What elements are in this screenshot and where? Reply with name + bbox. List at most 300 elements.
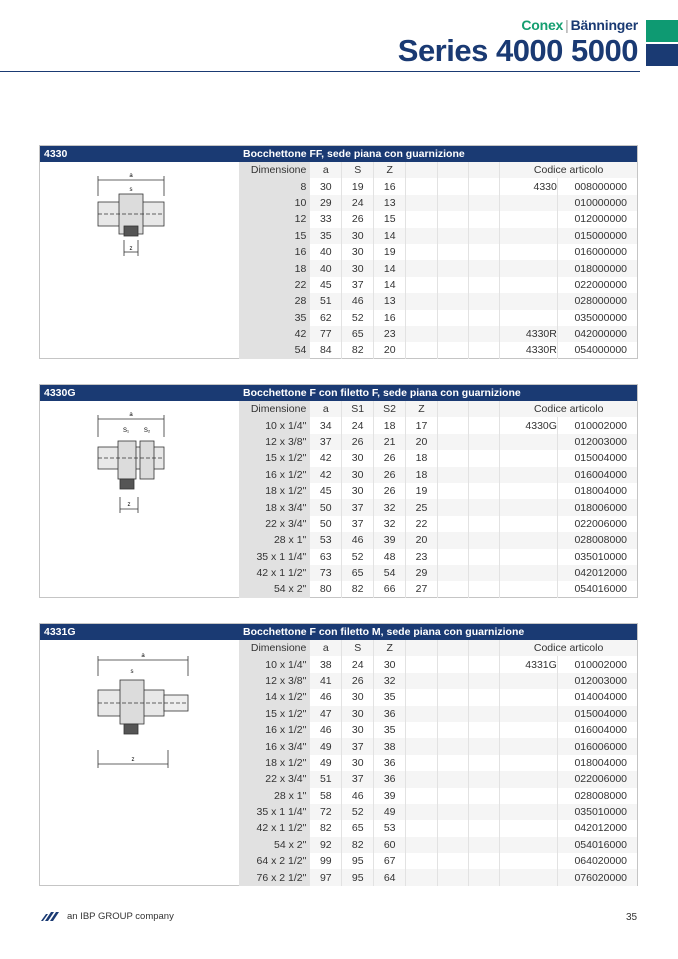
cell-code-prefix: [500, 788, 558, 804]
cell-value: 95: [342, 869, 374, 885]
cell-value: 42: [310, 467, 342, 483]
cell-value: 37: [342, 516, 374, 532]
cell-code: 028008000: [557, 788, 637, 804]
cell-dimension: 18 x 1/2": [239, 483, 310, 499]
col-header-a: a: [310, 162, 342, 178]
cell-value: 60: [374, 837, 406, 853]
cell-value: 46: [342, 293, 374, 309]
cell-value: 24: [342, 656, 374, 672]
diagram-label-s2: S₂: [143, 428, 151, 434]
cell-value: 53: [310, 532, 342, 548]
cell-value: 82: [310, 820, 342, 836]
cell-value: 49: [310, 755, 342, 771]
cell-code: 016006000: [557, 738, 637, 754]
cell-dimension: 42 x 1 1/2": [239, 820, 310, 836]
cell-value: 37: [310, 434, 342, 450]
cell-value: 41: [310, 673, 342, 689]
table-row: [239, 837, 637, 853]
cell-value: 67: [374, 853, 406, 869]
cell-value: 32: [374, 499, 406, 515]
cell-value: 30: [342, 689, 374, 705]
brand-banninger: Bänninger: [570, 17, 638, 33]
series-title: Series 4000 5000: [397, 33, 638, 68]
table-header-row: [239, 640, 637, 656]
cell-value: 48: [374, 549, 406, 565]
cell-code-prefix: 4330R: [500, 326, 558, 342]
section-title: Bocchettone F con filetto F, sede piana con guarnizione: [243, 387, 521, 399]
cell-dimension: 35: [239, 310, 310, 326]
cell-code-prefix: [500, 673, 558, 689]
table-row: [239, 771, 637, 787]
cell-value: 26: [374, 450, 406, 466]
section-header: [40, 146, 637, 162]
cell-value: 30: [342, 228, 374, 244]
cell-value: 23: [406, 549, 438, 565]
cell-value: 18: [374, 417, 406, 433]
cell-value: 50: [310, 516, 342, 532]
cell-value: 30: [342, 483, 374, 499]
cell-dimension: 42: [239, 326, 310, 342]
cell-code: 035010000: [557, 804, 637, 820]
col-header-z: Z: [374, 640, 406, 656]
cell-dimension: 15 x 1/2": [239, 706, 310, 722]
section-code: 4330: [44, 148, 68, 160]
cell-code-prefix: [500, 450, 558, 466]
footer-company: an IBP GROUP company: [67, 911, 174, 922]
cell-code-prefix: [500, 195, 558, 211]
section-header: [40, 385, 637, 401]
cell-value: 34: [310, 417, 342, 433]
table-row: [239, 549, 637, 565]
table-header-row: [239, 401, 637, 417]
table-row: [239, 738, 637, 754]
cell-value: 30: [342, 450, 374, 466]
col-header-s: S: [342, 162, 374, 178]
cell-value: 84: [310, 342, 342, 358]
cell-code: 022000000: [557, 277, 637, 293]
cell-value: 16: [374, 178, 406, 194]
section-title: Bocchettone FF, sede piana con guarnizione: [243, 148, 465, 160]
cell-value: 36: [374, 771, 406, 787]
table-row: [239, 565, 637, 581]
brand-square-green: [646, 20, 678, 42]
cell-code: 010000000: [557, 195, 637, 211]
cell-value: 63: [310, 549, 342, 565]
cell-value: 49: [374, 804, 406, 820]
cell-value: 99: [310, 853, 342, 869]
cell-value: 46: [310, 722, 342, 738]
cell-code: 012000000: [557, 211, 637, 227]
col-header-z: Z: [406, 401, 438, 417]
product-section-4331g: [39, 623, 638, 886]
cell-code-prefix: [500, 310, 558, 326]
fitting-diagram-4331g: [40, 640, 239, 886]
cell-dimension: 18 x 1/2": [239, 755, 310, 771]
table-row: [239, 755, 637, 771]
cell-value: 30: [342, 244, 374, 260]
cell-value: 73: [310, 565, 342, 581]
cell-value: 45: [310, 277, 342, 293]
cell-value: 51: [310, 771, 342, 787]
ibp-logo-icon: [41, 912, 61, 921]
fitting-diagram-4330g: [40, 401, 239, 598]
table-row: [239, 228, 637, 244]
col-header-codice: Codice articolo: [500, 401, 637, 417]
cell-value: 36: [374, 706, 406, 722]
col-header-dimension: Dimensione: [239, 401, 310, 417]
cell-dimension: 12 x 3/8": [239, 673, 310, 689]
table-row: [239, 326, 637, 342]
cell-code-prefix: [500, 722, 558, 738]
cell-dimension: 42 x 1 1/2": [239, 565, 310, 581]
cell-code: 018004000: [557, 755, 637, 771]
cell-value: 26: [342, 673, 374, 689]
table-row: [239, 706, 637, 722]
cell-value: 42: [310, 450, 342, 466]
cell-value: 24: [342, 417, 374, 433]
cell-code: 028000000: [557, 293, 637, 309]
cell-code-prefix: [500, 689, 558, 705]
table-row: [239, 689, 637, 705]
cell-code: 014004000: [557, 689, 637, 705]
cell-code: 035000000: [557, 310, 637, 326]
cell-code: 018000000: [557, 260, 637, 276]
table-row: [239, 450, 637, 466]
cell-code-prefix: [500, 738, 558, 754]
cell-value: 35: [374, 722, 406, 738]
cell-value: 26: [342, 211, 374, 227]
cell-value: 39: [374, 532, 406, 548]
cell-code: 010002000: [557, 417, 637, 433]
product-section-4330: [39, 145, 638, 359]
cell-code: 054016000: [557, 837, 637, 853]
cell-value: 66: [374, 581, 406, 597]
cell-value: 40: [310, 260, 342, 276]
cell-dimension: 64 x 2 1/2": [239, 853, 310, 869]
cell-dimension: 28: [239, 293, 310, 309]
cell-value: 33: [310, 211, 342, 227]
cell-value: 32: [374, 673, 406, 689]
cell-value: 21: [374, 434, 406, 450]
cell-dimension: 76 x 2 1/2": [239, 869, 310, 885]
cell-code: 022006000: [557, 516, 637, 532]
cell-dimension: 22: [239, 277, 310, 293]
cell-dimension: 15 x 1/2": [239, 450, 310, 466]
cell-code-prefix: [500, 260, 558, 276]
cell-dimension: 16 x 1/2": [239, 467, 310, 483]
cell-value: 47: [310, 706, 342, 722]
cell-code: 054000000: [557, 342, 637, 358]
cell-value: 30: [342, 755, 374, 771]
cell-dimension: 35 x 1 1/4": [239, 804, 310, 820]
table-row: [239, 434, 637, 450]
cell-value: 40: [310, 244, 342, 260]
diagram-label-s: s: [129, 187, 133, 193]
cell-value: 38: [374, 738, 406, 754]
table-row: [239, 310, 637, 326]
cell-code-prefix: [500, 804, 558, 820]
section-title: Bocchettone F con filetto M, sede piana con guarnizione: [243, 626, 525, 638]
cell-value: 35: [374, 689, 406, 705]
cell-value: 38: [310, 656, 342, 672]
cell-value: 52: [342, 804, 374, 820]
cell-value: 26: [374, 467, 406, 483]
table-row: [239, 820, 637, 836]
table-header-row: [239, 162, 637, 178]
cell-code-prefix: [500, 706, 558, 722]
cell-value: 52: [342, 549, 374, 565]
fitting-diagram-4330: [40, 162, 239, 359]
cell-code: 016004000: [557, 467, 637, 483]
table-row: [239, 467, 637, 483]
cell-value: 51: [310, 293, 342, 309]
cell-value: 19: [342, 178, 374, 194]
product-section-4330g: [39, 384, 638, 598]
cell-code: 018004000: [557, 483, 637, 499]
cell-dimension: 8: [239, 178, 310, 194]
cell-value: 58: [310, 788, 342, 804]
table-row: [239, 260, 637, 276]
cell-value: 35: [310, 228, 342, 244]
table-row: [239, 195, 637, 211]
cell-code: 008000000: [557, 178, 637, 194]
cell-value: 95: [342, 853, 374, 869]
cell-code: 016004000: [557, 722, 637, 738]
cell-value: 49: [310, 738, 342, 754]
cell-code-prefix: [500, 820, 558, 836]
cell-code-prefix: [500, 837, 558, 853]
cell-value: 72: [310, 804, 342, 820]
cell-dimension: 15: [239, 228, 310, 244]
cell-value: 37: [342, 277, 374, 293]
cell-value: 16: [374, 310, 406, 326]
cell-code: 015000000: [557, 228, 637, 244]
table-row: [239, 516, 637, 532]
cell-value: 54: [374, 565, 406, 581]
cell-code-prefix: [500, 483, 558, 499]
cell-code-prefix: [500, 549, 558, 565]
cell-value: 30: [342, 260, 374, 276]
cell-value: 18: [406, 467, 438, 483]
diagram-label-a: a: [129, 412, 133, 418]
cell-code-prefix: [500, 581, 558, 597]
cell-code-prefix: [500, 853, 558, 869]
cell-value: 65: [342, 326, 374, 342]
brand-logo: [521, 17, 638, 33]
cell-value: 53: [374, 820, 406, 836]
cell-value: 30: [342, 706, 374, 722]
cell-value: 30: [342, 467, 374, 483]
cell-dimension: 54 x 2": [239, 581, 310, 597]
cell-code-prefix: [500, 467, 558, 483]
col-header-a: a: [310, 640, 342, 656]
table-row: [239, 244, 637, 260]
cell-dimension: 54 x 2": [239, 837, 310, 853]
cell-value: 82: [342, 342, 374, 358]
cell-dimension: 18: [239, 260, 310, 276]
table-row: [239, 532, 637, 548]
table-row: [239, 293, 637, 309]
cell-value: 20: [374, 342, 406, 358]
cell-value: 82: [342, 837, 374, 853]
diagram-label-s: s: [130, 669, 134, 675]
cell-code-prefix: [500, 755, 558, 771]
col-header-z: Z: [374, 162, 406, 178]
cell-value: 13: [374, 195, 406, 211]
cell-value: 92: [310, 837, 342, 853]
cell-dimension: 35 x 1 1/4": [239, 549, 310, 565]
cell-code: 010002000: [557, 656, 637, 672]
cell-value: 22: [406, 516, 438, 532]
table-row: [239, 581, 637, 597]
diagram-label-z: z: [127, 502, 131, 508]
cell-code: 076020000: [557, 869, 637, 885]
cell-code-prefix: [500, 244, 558, 260]
page-footer: [41, 911, 174, 922]
cell-value: 13: [374, 293, 406, 309]
cell-value: 17: [406, 417, 438, 433]
cell-value: 14: [374, 228, 406, 244]
col-header-dimension: Dimensione: [239, 640, 310, 656]
cell-code: 018006000: [557, 499, 637, 515]
col-header-a: a: [310, 401, 342, 417]
cell-dimension: 14 x 1/2": [239, 689, 310, 705]
col-header-codice: Codice articolo: [500, 162, 637, 178]
cell-value: 37: [342, 499, 374, 515]
section-header: [40, 624, 637, 640]
cell-code: 012003000: [557, 434, 637, 450]
cell-code-prefix: 4330R: [500, 342, 558, 358]
cell-value: 14: [374, 260, 406, 276]
product-table: [239, 640, 637, 886]
cell-value: 19: [406, 483, 438, 499]
cell-value: 15: [374, 211, 406, 227]
cell-dimension: 16 x 1/2": [239, 722, 310, 738]
cell-dimension: 22 x 3/4": [239, 516, 310, 532]
cell-value: 18: [406, 450, 438, 466]
cell-value: 30: [310, 178, 342, 194]
table-row: [239, 417, 637, 433]
cell-value: 52: [342, 310, 374, 326]
cell-value: 65: [342, 565, 374, 581]
cell-value: 80: [310, 581, 342, 597]
diagram-label-a: a: [141, 653, 145, 659]
cell-value: 23: [374, 326, 406, 342]
cell-value: 37: [342, 738, 374, 754]
cell-value: 20: [406, 434, 438, 450]
cell-code-prefix: [500, 293, 558, 309]
cell-code: 015004000: [557, 450, 637, 466]
cell-code-prefix: [500, 516, 558, 532]
cell-code-prefix: 4330: [500, 178, 558, 194]
cell-value: 46: [310, 689, 342, 705]
cell-dimension: 16 x 3/4": [239, 738, 310, 754]
cell-code-prefix: [500, 228, 558, 244]
diagram-label-s1: S₁: [122, 428, 130, 434]
cell-value: 36: [374, 755, 406, 771]
cell-code: 016000000: [557, 244, 637, 260]
cell-dimension: 10 x 1/4": [239, 656, 310, 672]
cell-value: 27: [406, 581, 438, 597]
cell-value: 82: [342, 581, 374, 597]
diagram-label-a: a: [129, 173, 133, 179]
cell-value: 29: [406, 565, 438, 581]
cell-code: 028008000: [557, 532, 637, 548]
cell-dimension: 10 x 1/4": [239, 417, 310, 433]
table-row: [239, 656, 637, 672]
cell-code: 012003000: [557, 673, 637, 689]
cell-value: 45: [310, 483, 342, 499]
cell-value: 26: [342, 434, 374, 450]
cell-code-prefix: [500, 434, 558, 450]
table-row: [239, 722, 637, 738]
brand-separator: |: [565, 17, 569, 33]
cell-value: 29: [310, 195, 342, 211]
cell-dimension: 28 x 1": [239, 532, 310, 548]
cell-code: 015004000: [557, 706, 637, 722]
diagram-label-z: z: [131, 757, 135, 763]
cell-code-prefix: [500, 869, 558, 885]
section-code: 4331G: [44, 626, 76, 638]
col-header-s1: S1: [342, 401, 374, 417]
cell-code-prefix: [500, 771, 558, 787]
col-header-s: S: [342, 640, 374, 656]
section-code: 4330G: [44, 387, 76, 399]
col-header-s2: S2: [374, 401, 406, 417]
cell-dimension: 28 x 1": [239, 788, 310, 804]
cell-value: 46: [342, 532, 374, 548]
cell-dimension: 12 x 3/8": [239, 434, 310, 450]
cell-code: 042012000: [557, 565, 637, 581]
table-row: [239, 804, 637, 820]
cell-value: 30: [342, 722, 374, 738]
cell-dimension: 54: [239, 342, 310, 358]
header-rule: [0, 71, 640, 72]
table-row: [239, 483, 637, 499]
col-header-dimension: Dimensione: [239, 162, 310, 178]
page-number: 35: [626, 912, 638, 923]
table-row: [239, 342, 637, 358]
cell-value: 37: [342, 771, 374, 787]
cell-code: 054016000: [557, 581, 637, 597]
cell-dimension: 18 x 3/4": [239, 499, 310, 515]
cell-value: 64: [374, 869, 406, 885]
diagram-label-z: z: [129, 246, 133, 252]
cell-code-prefix: [500, 211, 558, 227]
cell-value: 65: [342, 820, 374, 836]
cell-code: 035010000: [557, 549, 637, 565]
table-row: [239, 673, 637, 689]
cell-dimension: 12: [239, 211, 310, 227]
cell-value: 14: [374, 277, 406, 293]
table-row: [239, 788, 637, 804]
cell-dimension: 22 x 3/4": [239, 771, 310, 787]
table-row: [239, 853, 637, 869]
table-row: [239, 211, 637, 227]
brand-conex: Conex: [521, 17, 564, 33]
cell-value: 19: [374, 244, 406, 260]
cell-value: 30: [374, 656, 406, 672]
brand-square-blue: [646, 44, 678, 66]
table-row: [239, 178, 637, 194]
product-table: [239, 401, 637, 598]
table-row: [239, 277, 637, 293]
cell-value: 46: [342, 788, 374, 804]
table-row: [239, 869, 637, 885]
cell-code-prefix: [500, 277, 558, 293]
cell-code-prefix: [500, 565, 558, 581]
cell-value: 97: [310, 869, 342, 885]
